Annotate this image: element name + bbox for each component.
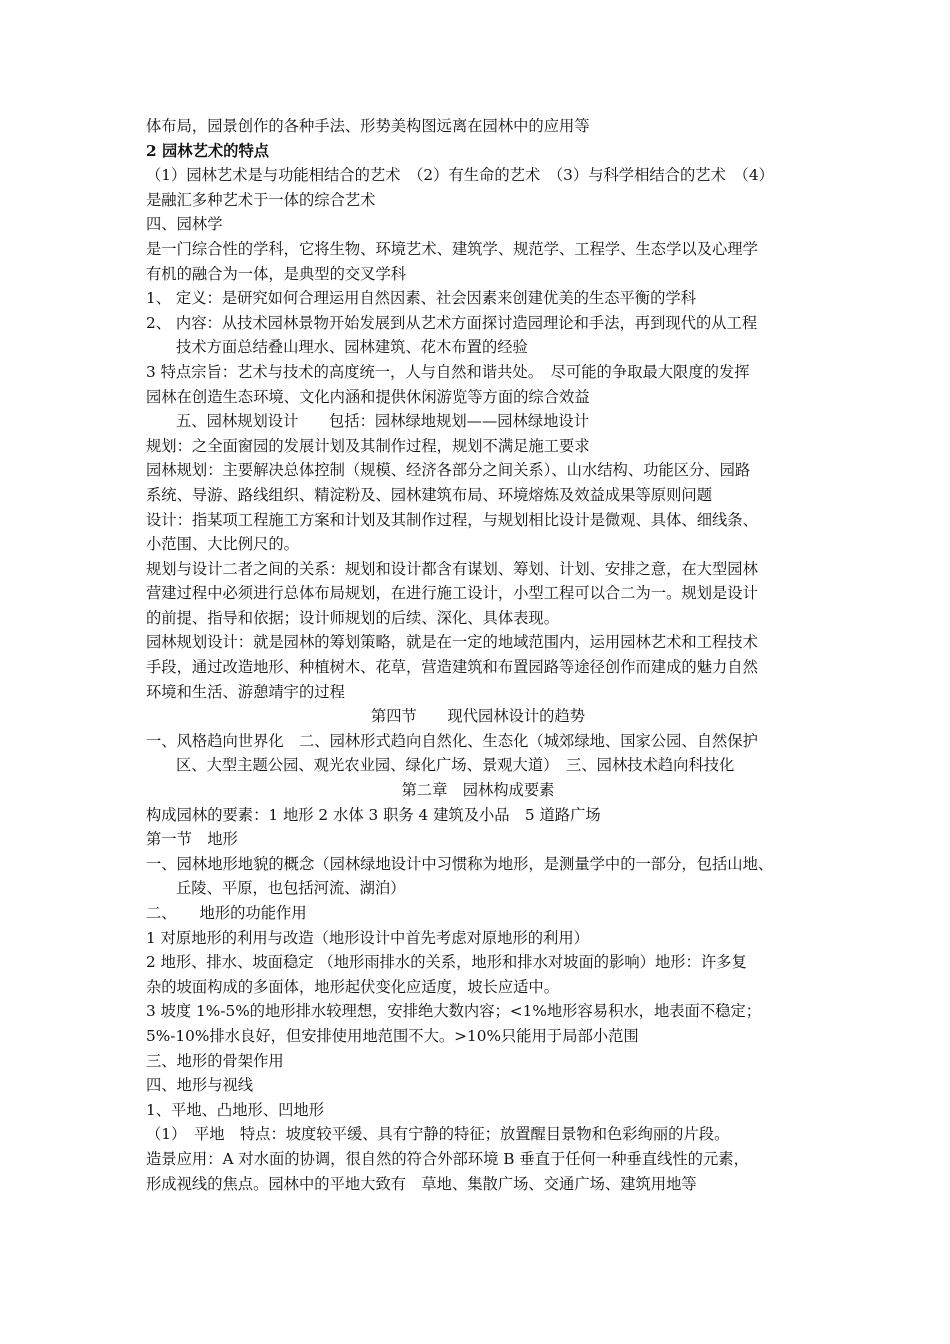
text-line: （1） 平地 特点：坡度较平缓、具有宁静的特征；放置醒目景物和色彩绚丽的片段。 (146, 1125, 730, 1144)
text-line: 手段，通过改造地形、种植树木、花草，营造建筑和布置园路等途径创作而建成的魅力自然 (146, 658, 758, 677)
text-line: 园林在创造生态环境、文化内涵和提供休闲游览等方面的综合效益 (146, 387, 590, 406)
text-line: 有机的融合为一体，是典型的交叉学科 (146, 264, 407, 283)
text-line: 四、园林学 (146, 215, 223, 234)
text-line: 2 园林艺术的特点 (146, 141, 270, 160)
text-line: 园林规划设计：就是园林的筹划策略，就是在一定的地域范围内，运用园林艺术和工程技术 (146, 633, 758, 652)
text-line: 区、大型主题公园、观光农业园、绿化广场、景观大道） 三、园林技术趋向科技化 (176, 756, 735, 775)
text-line: 园林规划：主要解决总体控制（规模、经济各部分之间关系）、山水结构、功能区分、园路 (146, 461, 751, 480)
text-line: 设计：指某项工程施工方案和计划及其制作过程，与规划相比设计是微观、具体、细线条、 (146, 510, 758, 529)
text-line: 2、 内容：从技术园林景物开始发展到从艺术方面探讨造园理论和手法，再到现代的从工程 (146, 313, 758, 332)
text-line: 小范围、大比例尺的。 (146, 535, 299, 554)
text-line: 1、 定义：是研究如何合理运用自然因素、社会因素来创建优美的生态平衡的学科 (146, 289, 696, 308)
text-line: 营建过程中必须进行总体布局规划，在进行施工设计，小型工程可以合二为一。规划是设计 (146, 584, 758, 603)
text-line: 三、地形的骨架作用 (146, 1051, 284, 1070)
text-line: 1、平地、凸地形、凹地形 (146, 1100, 324, 1119)
text-line: 环境和生活、游憩靖宇的过程 (146, 682, 345, 701)
text-line: 二、 地形的功能作用 (146, 904, 307, 922)
text-line: 第二章 园林构成要素 (401, 781, 555, 800)
text-line: 1 对原地形的利用与改造（地形设计中首先考虑对原地形的利用） (146, 928, 589, 947)
document-page (146, 114, 810, 1196)
text-line: 技术方面总结叠山理水、园林建筑、花木布置的经验 (176, 338, 528, 357)
text-line: 规划与设计二者之间的关系：规划和设计都含有谋划、筹划、计划、安排之意，在大型园林 (146, 559, 758, 578)
text-line: 一、园林地形地貌的概念（园林绿地设计中习惯称为地形，是测量学中的一部分，包括山地、 (146, 854, 774, 873)
text-line: 的前提、指导和依据；设计师规划的后续、深化、具体表现。 (146, 608, 560, 627)
text-line: 形成视线的焦点。园林中的平地大致有 草地、集散广场、交通广场、建筑用地等 (146, 1174, 697, 1193)
text-line: 3 坡度 1%-5%的地形排水较理想，安排绝大数内容；<1%地形容易积水，地表面不稳定； (146, 1002, 762, 1021)
text-line: 2 地形、排水、坡面稳定 （地形雨排水的关系，地形和排水对坡面的影响）地形：许多复 (146, 953, 747, 972)
text-line: 构成园林的要素：1 地形 2 水体 3 职务 4 建筑及小品 5 道路广场 (146, 805, 601, 824)
text-line: 五、园林规划设计 包括：园林绿地规划——园林绿地设计 (176, 412, 590, 431)
text-line: 体布局，园景创作的各种手法、形势美构图远离在园林中的应用等 (146, 117, 590, 135)
text-line: 是一门综合性的学科，它将生物、环境艺术、建筑学、规范学、工程学、生态学以及心理学 (146, 239, 758, 258)
text-line: 是融汇多种艺术于一体的综合艺术 (146, 190, 376, 209)
text-line: 一、风格趋向世界化 二、园林形式趋向自然化、生态化（城郊绿地、国家公园、自然保护 (146, 731, 758, 750)
text-line: 杂的坡面构成的多面体，地形起伏变化应适度，坡长应适中。 (146, 977, 560, 996)
text-line: 3 特点宗旨：艺术与技术的高度统一，人与自然和谐共处。 尽可能的争取最大限度的发挥 (146, 362, 750, 381)
text-line: 丘陵、平原，也包括河流、湖泊） (176, 879, 406, 898)
text-line: 造景应用：A 对水面的协调，很自然的符合外部环境 B 垂直于任何一种垂直线性的元素， (146, 1149, 749, 1168)
text-line: 第一节 地形 (146, 830, 238, 849)
text-line: 系统、导游、路线组织、精淀粉及、园林建筑布局、环境熔炼及效益成果等原则问题 (146, 485, 712, 504)
text-line: 四、地形与视线 (146, 1076, 254, 1095)
text-line: 第四节 现代园林设计的趋势 (370, 707, 586, 726)
text-line: （1）园林艺术是与功能相结合的艺术 （2）有生命的艺术 （3）与科学相结合的艺术 （4） (146, 166, 774, 185)
text-line: 5%-10%排水良好，但安排使用地范围不大。>10%只能用于局部小范围 (146, 1026, 639, 1045)
text-line: 规划：之全面窗园的发展计划及其制作过程，规划不满足施工要求 (146, 436, 590, 455)
